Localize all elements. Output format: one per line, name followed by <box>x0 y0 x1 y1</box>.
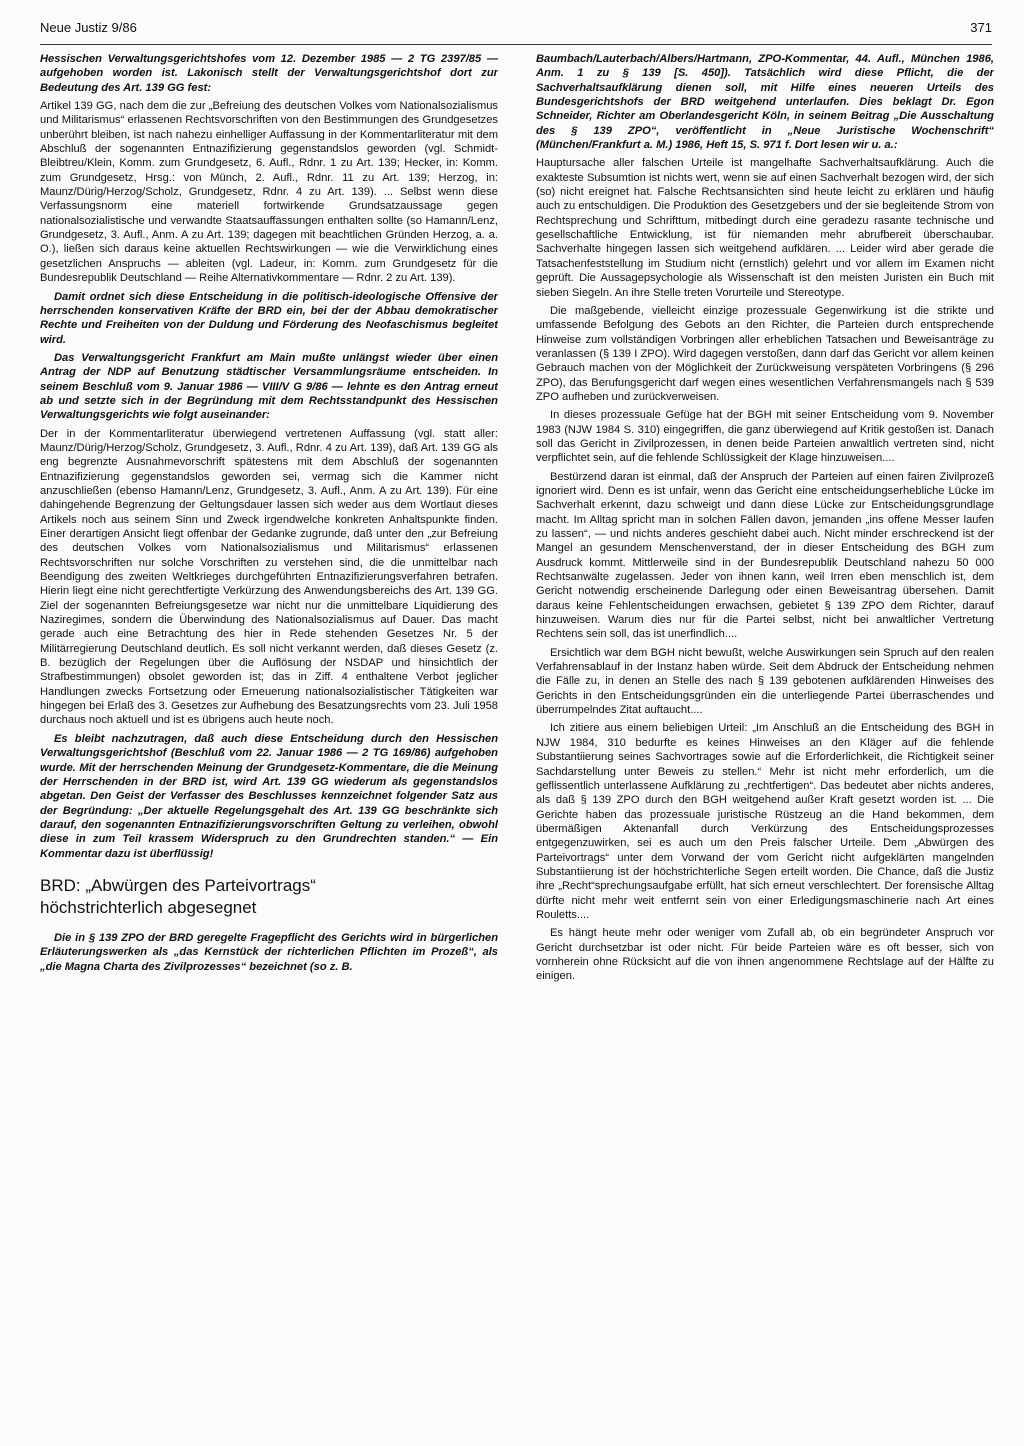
section-title <box>40 875 498 919</box>
quoted-article-text: Ich zitiere aus einem beliebigen Urteil: „Im Anschluß an die Entscheidung des BGH in NJW 1984, 310 bedurfte es keines Hinweises an den Kläger auf die fehlende Substantiierung seines Sachvortrages sowie auf die Erforderlichkeit, die Richtigkeit seiner Sachdarstellung unter Beweis zu stellen.“ Mehr ist nicht mehr erforderlich, um die geflissentlich unterlassene Aufklärung zu „rechtfertigen“. Das bedeutet aber nichts anderes, als daß § 139 ZPO durch den BGH weitgehend außer Kraft gesetzt worden ist. ... Die Gerichte haben das prozessuale juristische Rüstzeug an die Hand bekommen, dem übermäßigen Aktenanfall durch Verkürzung des Entscheidungsprozesses entgegenzuwirken, sei es auch um den Preis falscher Urteile. Dem „Abwürgen des Parteivortrags“ unter dem Vorwand der vom Gericht nicht aufgeklärten mangelnden Substantiierung ist der höchstrichterliche Segen erteilt worden. Die Chance, daß die Justiz ihre „Recht“sprechungsaufgabe erfüllt, hat sich erneut verschlechtert. Der forensische Alltag dürfte nicht mehr weit entfernt sein von einer Erledigungsmaschinerie nach Art eines Rouletts.... <box>536 722 994 921</box>
commentary-paragraph: Das Verwaltungsgericht Frankfurt am Main mußte unlängst wieder über einen Antrag der NDP auf Benutzung städtischer Versammlungsräume entscheiden. In seinem Beschluß vom 9. Januar 1986 — VIII/V G 9/86 — lehnte es den Antrag erneut ab und setzte sich in der Begründung mit dem Rechtsstandpunkt des Hessischen Verwaltungsgerichts wie folgt auseinander: <box>40 351 498 422</box>
quoted-article-text: In dieses prozessuale Gefüge hat der BGH mit seiner Entscheidung vom 9. November 1983 (NJW 1984 S. 310) eingegriffen, die ganz überwiegend auf Kritik gestoßen ist. Danach soll das Gericht in Zivilprozessen, in denen beide Parteien anwaltlich vertreten sind, nicht verpflichtet sein, auf die fehlende Schlüssigkeit der Klage hinzuweisen.... <box>536 409 994 465</box>
quoted-article-text: Hauptursache aller falschen Urteile ist mangelhafte Sachverhaltsaufklärung. Auch die exakteste Subsumtion ist nichts wert, wenn sie auf einen Sachverhalt bezogen wird, der sich (so) nicht ereignet hat. Falsche Rechtsansichten sind heute leicht zu erklären und häufig auch zu entschuldigen. Die Produktion des Gesetzgebers und der sie begleitende Strom von Rechtsprechung und Schrifttum, mitbedingt durch eine geradezu rasante technische und gesellschaftliche Entwicklung, ist für niemanden mehr abrufbereit überschaubar. Sachverhalte hingegen lassen sich weitgehend aufklären. ... Leider wird aber gerade die Tatsachenfeststellung im Studium nicht (ernstlich) gelehrt und vor allem im Examen nicht geprüft. Die Aussagepsychologie als Wissenschaft ist den meisten Juristen ein Buch mit sieben Siegeln. An ihre Stelle treten Vorurteile und Stereotype. <box>536 157 994 299</box>
quoted-court-text: Der in der Kommentarliteratur überwiegend vertretenen Auffassung (vgl. statt aller: Maunz/Dürig/Herzog/Scholz, Grundgesetz, 3. Aufl., Rdnr. 4 zu Art. 139), daß Art. 139 GG als eng begrenzte Ausnahmevorschrift spätestens mit dem Abschluß der sogenannten Entnazifizierung gegenstandslos geworden sei, vermag sich die Kammer nicht anzuschließen (ebenso Hamann/Lenz, Grundgesetz, 3. Aufl., Anm. A zu Art. 139). Für eine dahingehende Begrenzung der Geltungsdauer lassen sich weder aus dem Wortlaut dieses Artikels noch aus seinem Sinn und Zweck irgendwelche konkreten Anhaltspunkte finden. Einer derartigen Ansicht liegt offenbar der Gedanke zugrunde, daß unter den „zur Befreiung des deutschen Volkes vom Nationalsozialismus und Militarismus“ erlassenen Rechtsvorschriften nur solche Vorschriften zu verstehen sind, die die unmittelbar nach Beendigung des zweiten Weltkrieges durchgeführten Entnazifizierungsverfahren betrafen. Hierin liegt eine nicht gerechtfertigte Verkürzung des Anwendungsbereichs des Art. 139 GG. Ziel der sogenannten Befreiungsgesetze war nicht nur die unmittelbare Liquidierung des Naziregimes, sondern die Überwindung des Nationalsozialismus auf Dauer. Das macht gerade auch eine Betrachtung des hier in Rede stehenden Gesetzes Nr. 5 der Militärregierung Deutschland deutlich. Es soll nicht verkannt werden, daß dieses Gesetz (z. B. bezüglich der Regelungen über die Auflösung der NSDAP und hinsichtlich der Strafbestimmungen) obsolet geworden ist; das in Ziff. 4 enthaltene Verbot jeglicher Handlungen zwecks Fortsetzung oder Erneuerung nationalsozialistischer Tätigkeiten war hingegen bei Erlaß des 3. Gesetzes zur Aufhebung des Besatzungsrechts vom 23. Juli 1958 durchaus noch aktuell und ist es übrigens auch heute noch. <box>40 427 498 727</box>
quoted-article-text: Die maßgebende, vielleicht einzige prozessuale Gegenwirkung ist die strikte und umfassende Befolgung des Gebots an den Richter, die Parteien durch entsprechende Hinweise zum vollständigen Vorbringen aller erheblichen Tatsachen und Beweisanträge zu veranlassen (§ 139 I ZPO). Wird dagegen verstoßen, dann darf das Gericht vor allem keinen Gebrauch machen von der Möglichkeit der Zurückweisung verspäteten Vorbringens (§ 296 ZPO), das Berufungsgericht darf wegen eines wesentlichen Verfahrensmangels nach § 539 ZPO aufheben und zurückverweisen. <box>536 304 994 403</box>
commentary-paragraph: Es bleibt nachzutragen, daß auch diese Entscheidung durch den Hessischen Verwaltungsgerichtshof (Beschluß vom 22. Januar 1986 — 2 TG 169/86) aufgehoben wurde. Mit der herrschenden Meinung der Grundgesetz-Kommentare, die die Meinung der Herrschenden in der BRD ist, wird Art. 139 GG wiederum als gegenstandslos abgetan. Den Geist der Verfasser des Beschlusses kennzeichnet folgender Satz aus der Begründung: „Der aktuelle Regelungsgehalt des Art. 139 GG beschränkte sich darauf, den sogenannten Entnazifizierungsvorschriften Geltung zu verleihen, obwohl diese in zum Teil krassem Widerspruch zu den Grundrechten standen.“ — Ein Kommentar dazu ist überflüssig! <box>40 732 498 860</box>
section-title-line: BRD: „Abwürgen des Parteivortrags“ <box>40 875 316 895</box>
commentary-paragraph: Damit ordnet sich diese Entscheidung in die politisch-ideologische Offensive der herrschenden konservativen Kräfte der BRD ein, bei der der Abbau demokratischer Rechte und Freiheiten von der Duldung und Förderung des Neofaschismus begleitet wird. <box>40 290 498 346</box>
section-title-line: höchstrichterlich abgesegnet <box>40 897 257 917</box>
commentary-paragraph: Baumbach/Lauterbach/Albers/Hartmann, ZPO-Kommentar, 44. Aufl., München 1986, Anm. 1 zu § 139 [S. 450]). Tatsächlich wird diese Pflicht, die der Sachverhaltsaufklärung dienen soll, mit Hilfe eines neueren Urteils des Bundesgerichtshofs der BRD weitgehend unterlaufen. Dies beklagt Dr. Egon Schneider, Richter am Oberlandesgericht Köln, in seinem Beitrag „Die Ausschaltung des § 139 ZPO“, veröffentlicht in „Neue Juristische Wochenschrift“ (München/Frankfurt a. M.) 1986, Heft 15, S. 971 f. Dort lesen wir u. a.: <box>536 53 994 152</box>
page-header <box>40 16 992 45</box>
right-column <box>536 52 994 1436</box>
quoted-article-text: Es hängt heute mehr oder weniger vom Zufall ab, ob ein begründeter Anspruch vor Gericht durchsetzbar ist oder nicht. Für beide Parteien wäre es oft besser, sich von vornherein ohne Rücksicht auf die von ihnen angenommene Rechtslage auf der Hälfte zu einigen. <box>536 927 994 983</box>
left-column <box>40 52 498 1436</box>
quoted-court-text: Artikel 139 GG, nach dem die zur „Befreiung des deutschen Volkes vom Nationalsozialismus und Militarismus“ erlassenen Rechtsvorschriften von den Bestimmungen des Grundgesetzes unberührt bleiben, ist nach nahezu einhelliger Auffassung in der Kommentarliteratur mit dem Abschluß der sogenannten Entnazifizierung gegenstandslos geworden (vgl. Schmidt-Bleibtreu/Klein, Komm. zum Grundgesetz, 6. Aufl., Rdnr. 1 zu Art. 139; Hecker, in: Komm. zum Grundgesetz, Hrsg.: von Münch, 2. Aufl., Rdnr. 11 zu Art. 139; Herzog, in: Maunz/Dürig/Herzog/Scholz, Grundgesetz, Rdnr. 4 zu Art. 139). ... Selbst wenn diese Verfassungsnorm eine materiell fortwirkende Grundsatzaussage gegen nationalsozialistische und verwandte Staatsauffassungen enthalten sollte (so Hamann/Lenz, Grundgesetz, 3. Aufl., Anm. A zu Art. 139; dagegen mit beachtlichen Gründen Herzog, a. a. O.), ließen sich daraus keine aktuellen Rechtswirkungen — wie die Verwirklichung eines gesetzlichen Anspruchs — ableiten (vgl. Ladeur, in: Komm. zum Grundgesetz für die Bundesrepublik Deutschland — Reihe Alternativkommentare — Rdnr. 2 zu Art. 139). <box>40 100 498 285</box>
quoted-article-text: Bestürzend daran ist einmal, daß der Anspruch der Parteien auf einen fairen Zivilprozeß ignoriert wird. Denn es ist unfair, wenn das Gericht eine entscheidungserhebliche Lücke im Sachverhalt erkennt, dazu schweigt und dann diese Lücke zur Entscheidungsgrundlage macht. Im Alltag spricht man in solchen Fällen davon, jemanden „ins offene Messer laufen zu lassen“, — und nichts anderes geschieht dabei auch. Nicht minder erschreckend ist der Mangel an gesundem Menschenverstand, der in dieser Entscheidung des BGH zum Ausdruck kommt. Mittlerweile sind in der Bundesrepublik Deutschland nahezu 50 000 Rechtsanwälte zugelassen. Jeder von ihnen kann, weil Irren eben menschlich ist, dem Gericht notwendig erscheinende Darlegung oder einen Beweisantrag übersehen. Damit daraus keine Fehlentscheidungen erwachsen, gebietet § 139 ZPO dem Richter, darauf hinzuweisen. Warum dies nur für die Partei selbst, nicht bei anwaltlicher Vertretung Rechtens sein soll, das ist unerfindlich.... <box>536 470 994 641</box>
commentary-paragraph: Hessischen Verwaltungsgerichtshofes vom 12. Dezember 1985 — 2 TG 2397/85 — aufgehoben worden ist. Lakonisch stellt der Verwaltungsgerichtshof dort zur Bedeutung des Art. 139 GG fest: <box>40 53 498 94</box>
page-number: 371 <box>970 20 992 35</box>
quoted-article-text: Ersichtlich war dem BGH nicht bewußt, welche Auswirkungen sein Spruch auf den realen Verfahrensablauf in der Instanz haben würde. Seit dem Abdruck der Entscheidung nehmen die Fälle zu, in denen an Stelle des nach § 139 gebotenen aufklärenden Hinweises des Gerichts in den Entscheidungsgründen ein die unterliegende Partei überraschendes und überrumpelndes Zitat auftaucht.... <box>536 646 994 717</box>
journal-title: Neue Justiz 9/86 <box>40 20 137 35</box>
commentary-paragraph: Die in § 139 ZPO der BRD geregelte Fragepflicht des Gerichts wird in bürgerlichen Erläuterungswerken als „das Kernstück der richterlichen Pflichten im Prozeß“, als „die Magna Charta des Zivilprozesses“ bezeichnet (so z. B. <box>40 931 498 973</box>
